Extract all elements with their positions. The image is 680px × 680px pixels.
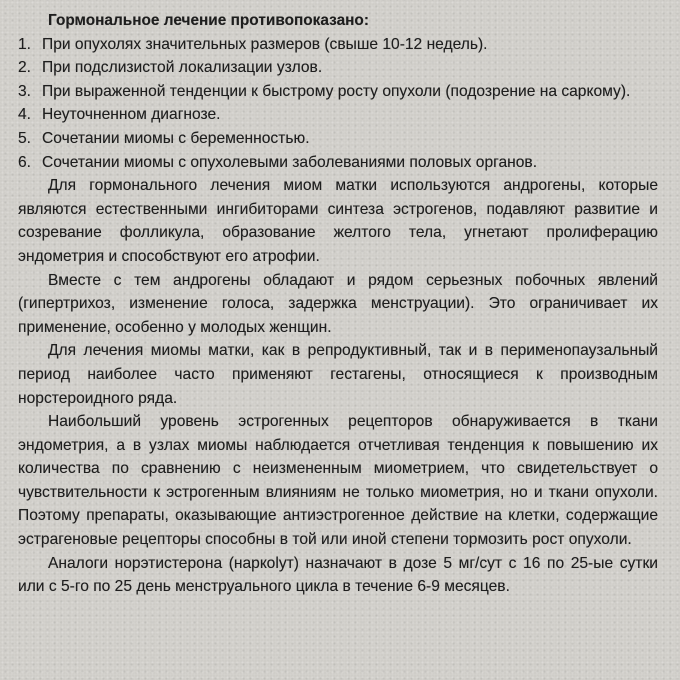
list-item-number: 3. (18, 82, 32, 100)
list-item (18, 103, 658, 127)
paragraph-androgens: Для гормонального лечения миом матки используются андрогены, которые являются естественными ингибиторами синтеза эстрогенов, подавляют развитие и созревание фолликула, образование желтого тела, угнетают пролиферацию эндометрия и способствуют его атрофии. (18, 177, 658, 265)
list-item (18, 56, 658, 80)
document-page (18, 9, 658, 599)
list-item (18, 80, 658, 104)
list-item-number: 2. (18, 59, 32, 77)
list-item-text: Сочетании миомы с беременностью. (42, 129, 310, 147)
list-item-text: При выраженной тенденции к быстрому росту опухоли (подозрение на саркому). (42, 82, 631, 100)
contraindications-list (18, 33, 658, 175)
list-item-number: 5. (18, 129, 32, 147)
section-heading: Гормональное лечение противопоказано: (48, 12, 369, 29)
list-item-text: Сочетании миомы с опухолевыми заболеваниями половых органов. (42, 153, 538, 171)
list-item (18, 33, 658, 57)
paragraph-gestagens: Для лечения миомы матки, как в репродуктивный, так и в перименопаузальный период наиболее часто применяют гестагены, относящиеся к производным норстероидного ряда. (18, 342, 658, 407)
paragraph-norethisterone-dosage: Аналоги норэтистерона (наркolут) назначают в дозе 5 мг/сут с 16 по 25-ые сутки или с 5-го по 25 день менструального цикла в течение 6-9 месяцев. (18, 554, 658, 596)
list-item-number: 1. (18, 35, 32, 53)
paragraph-side-effects: Вместе с тем андрогены обладают и рядом серьезных побочных явлений (гипертрихоз, изменение голоса, задержка менструации). Это ограничивает их применение, особенно у молодых женщин. (18, 271, 658, 336)
list-item-text: При опухолях значительных размеров (свыше 10-12 недель). (42, 35, 488, 53)
paragraph-estrogen-receptors: Наибольший уровень эстрогенных рецепторов обнаруживается в ткани эндометрия, а в узлах миомы наблюдается отчетливая тенденция к повышению их количества по сравнению с неизмененным миометрием, что свидетельствует о чувствительности к эстрогенным влияниям не только миометрия, но и ткани опухоли. Поэтому препараты, оказывающие антиэстрогенное действие на клетки, содержащие эстрагеновые рецепторы способны в той или иной степени тормозить рост опухоли. (18, 413, 658, 549)
list-item-text: При подслизистой локализации узлов. (42, 59, 323, 77)
list-item-number: 4. (18, 106, 32, 124)
list-item (18, 151, 658, 175)
list-item-text: Неуточненном диагнозе. (42, 106, 221, 124)
list-item (18, 127, 658, 151)
list-item-number: 6. (18, 153, 32, 171)
